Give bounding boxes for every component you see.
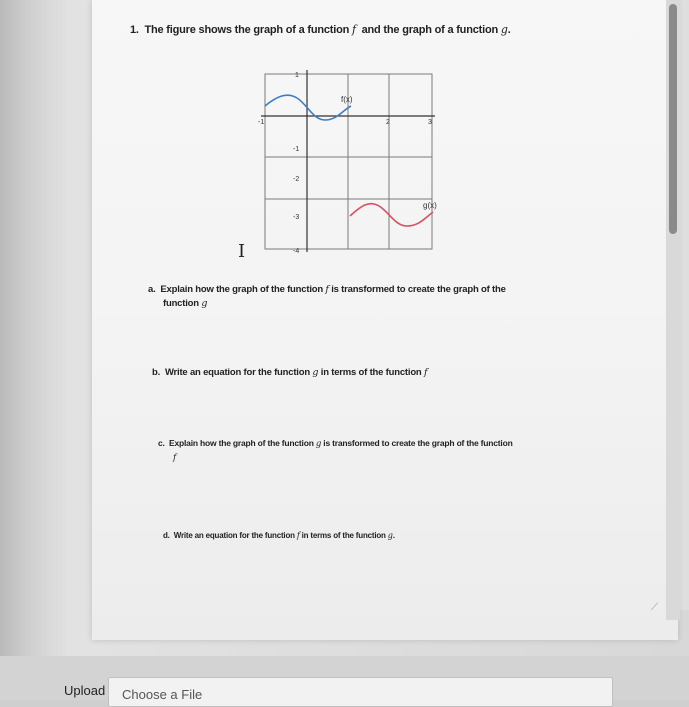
y-tick-neg2: -2 [293,176,300,183]
resize-grip-icon[interactable]: ⟋ [651,602,658,613]
question-title: 1. The figure shows the graph of a function f and the graph of a function g. [130,23,511,36]
upload-label: Upload [64,683,106,698]
scrollbar-thumb[interactable] [669,4,677,234]
x-tick-2: 2 [386,119,390,126]
g-label: g(x) [423,201,437,210]
part-d: d. Write an equation for the function f in terms of the function g. [163,531,395,540]
part-b: b. Write an equation for the function g in terms of the function f [152,367,428,378]
choose-file-button-label: Choose a File [122,687,203,702]
y-tick-1: 1 [295,72,299,79]
y-tick-neg4: -4 [293,248,300,255]
choose-file-input[interactable] [108,677,613,707]
x-tick-neg1: -1 [258,119,265,126]
y-tick-neg3: -3 [293,214,300,221]
function-graph [255,66,445,256]
part-c: c. Explain how the graph of the function g is transformed to create the graph of the function f [158,438,513,463]
y-tick-neg1: -1 [293,146,300,153]
g-curve [350,204,433,226]
text-cursor-icon: I [238,241,246,262]
f-label: f(x) [341,95,353,104]
x-tick-3: 3 [428,119,432,126]
part-a: a. Explain how the graph of the function f is transformed to create the graph of the function g [148,284,506,309]
